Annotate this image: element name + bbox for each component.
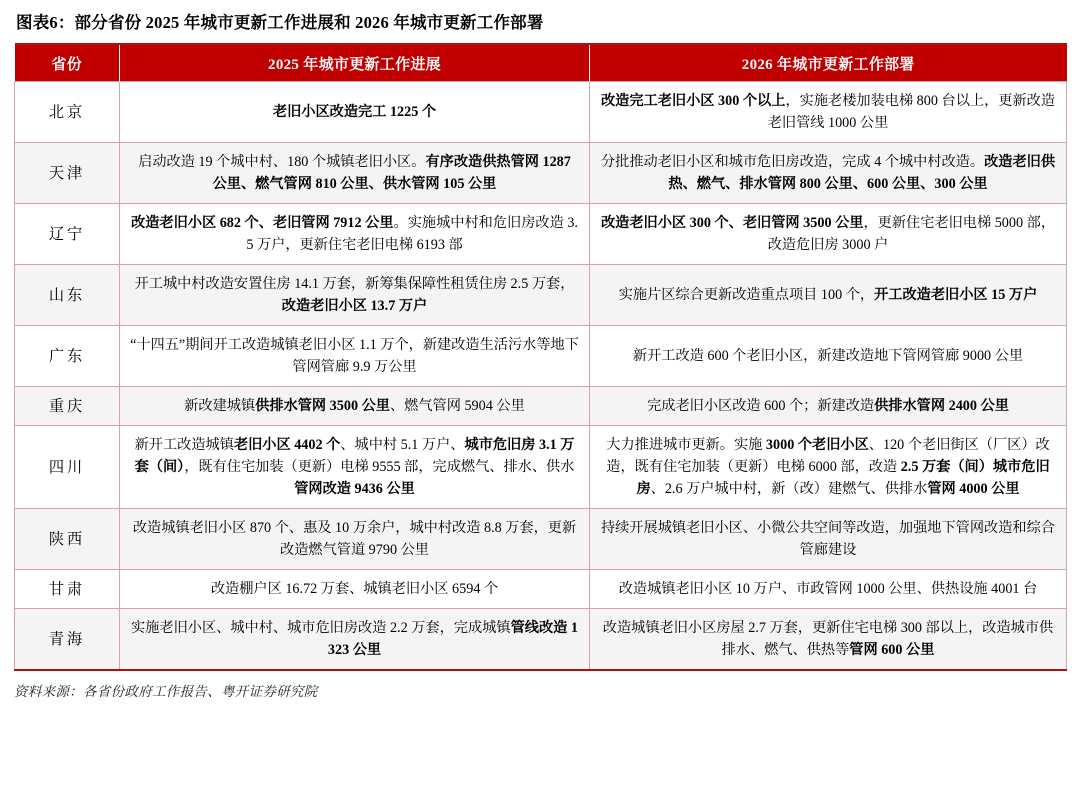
table-row	[15, 265, 1067, 326]
cell-plan-2026: 完成老旧小区改造 600 个；新建改造供排水管网 2400 公里	[590, 387, 1067, 426]
cell-plan-2026: 持续开展城镇老旧小区、小微公共空间等改造，加强地下管网改造和综合管廊建设	[590, 509, 1067, 570]
cell-plan-2026: 改造城镇老旧小区房屋 2.7 万套，更新住宅电梯 300 部以上，改造城市供排水、燃气、供热等管网 600 公里	[590, 609, 1067, 671]
cell-province: 重庆	[15, 387, 120, 426]
column-header-progress-2025: 2025 年城市更新工作进展	[120, 44, 590, 82]
cell-plan-2026: 改造完工老旧小区 300 个以上，实施老楼加装电梯 800 台以上，更新改造老旧管线 1000 公里	[590, 82, 1067, 143]
table-row	[15, 570, 1067, 609]
cell-progress-2025: 实施老旧小区、城中村、城市危旧房改造 2.2 万套，完成城镇管线改造 1323 公里	[120, 609, 590, 671]
column-header-province: 省份	[15, 44, 120, 82]
table-row	[15, 426, 1067, 509]
table-body	[15, 82, 1067, 671]
table-row	[15, 387, 1067, 426]
cell-province: 四川	[15, 426, 120, 509]
cell-progress-2025: 开工城中村改造安置住房 14.1 万套，新筹集保障性租赁住房 2.5 万套，改造老旧小区 13.7 万户	[120, 265, 590, 326]
table-row	[15, 204, 1067, 265]
cell-progress-2025: 改造城镇老旧小区 870 个、惠及 10 万余户，城中村改造 8.8 万套，更新改造燃气管道 9790 公里	[120, 509, 590, 570]
table-row	[15, 609, 1067, 671]
cell-plan-2026: 改造城镇老旧小区 10 万户、市政管网 1000 公里、供热设施 4001 台	[590, 570, 1067, 609]
column-header-plan-2026: 2026 年城市更新工作部署	[590, 44, 1067, 82]
cell-progress-2025: 改造棚户区 16.72 万套、城镇老旧小区 6594 个	[120, 570, 590, 609]
cell-province: 北京	[15, 82, 120, 143]
cell-province: 天津	[15, 143, 120, 204]
cell-province: 陕西	[15, 509, 120, 570]
cell-progress-2025: 启动改造 19 个城中村、180 个城镇老旧小区。有序改造供热管网 1287 公里、燃气管网 810 公里、供水管网 105 公里	[120, 143, 590, 204]
table-header	[15, 44, 1067, 82]
table-row	[15, 326, 1067, 387]
figure-title: 图表6：部分省份 2025 年城市更新工作进展和 2026 年城市更新工作部署	[16, 13, 544, 32]
source-note: 资料来源：各省份政府工作报告、粤开证券研究院	[14, 684, 318, 700]
cell-plan-2026: 新开工改造 600 个老旧小区，新建改造地下管网管廊 9000 公里	[590, 326, 1067, 387]
cell-progress-2025: 新改建城镇供排水管网 3500 公里、燃气管网 5904 公里	[120, 387, 590, 426]
cell-plan-2026: 改造老旧小区 300 个、老旧管网 3500 公里，更新住宅老旧电梯 5000 部，改造危旧房 3000 户	[590, 204, 1067, 265]
cell-province: 辽宁	[15, 204, 120, 265]
city-renewal-table	[14, 43, 1067, 671]
table-header-row	[15, 44, 1067, 82]
cell-plan-2026: 分批推动老旧小区和城市危旧房改造，完成 4 个城中村改造。改造老旧供热、燃气、排水管网 800 公里、600 公里、300 公里	[590, 143, 1067, 204]
cell-province: 山东	[15, 265, 120, 326]
cell-progress-2025: 新开工改造城镇老旧小区 4402 个、城中村 5.1 万户、城市危旧房 3.1 万套（间），既有住宅加装（更新）电梯 9555 部，完成燃气、排水、供水管网改造 9436 公里	[120, 426, 590, 509]
table-row	[15, 143, 1067, 204]
table-row	[15, 82, 1067, 143]
cell-progress-2025: “十四五”期间开工改造城镇老旧小区 1.1 万个，新建改造生活污水等地下管网管廊 9.9 万公里	[120, 326, 590, 387]
cell-province: 青海	[15, 609, 120, 671]
cell-progress-2025: 老旧小区改造完工 1225 个	[120, 82, 590, 143]
cell-province: 广东	[15, 326, 120, 387]
table-row	[15, 509, 1067, 570]
cell-plan-2026: 大力推进城市更新。实施 3000 个老旧小区、120 个老旧街区（厂区）改造，既有住宅加装（更新）电梯 6000 部，改造 2.5 万套（间）城市危旧房、2.6 万户城中村，新（改）建燃气、供排水管网 4000 公里	[590, 426, 1067, 509]
cell-plan-2026: 实施片区综合更新改造重点项目 100 个，开工改造老旧小区 15 万户	[590, 265, 1067, 326]
cell-progress-2025: 改造老旧小区 682 个、老旧管网 7912 公里。实施城中村和危旧房改造 3.5 万户，更新住宅老旧电梯 6193 部	[120, 204, 590, 265]
cell-province: 甘肃	[15, 570, 120, 609]
